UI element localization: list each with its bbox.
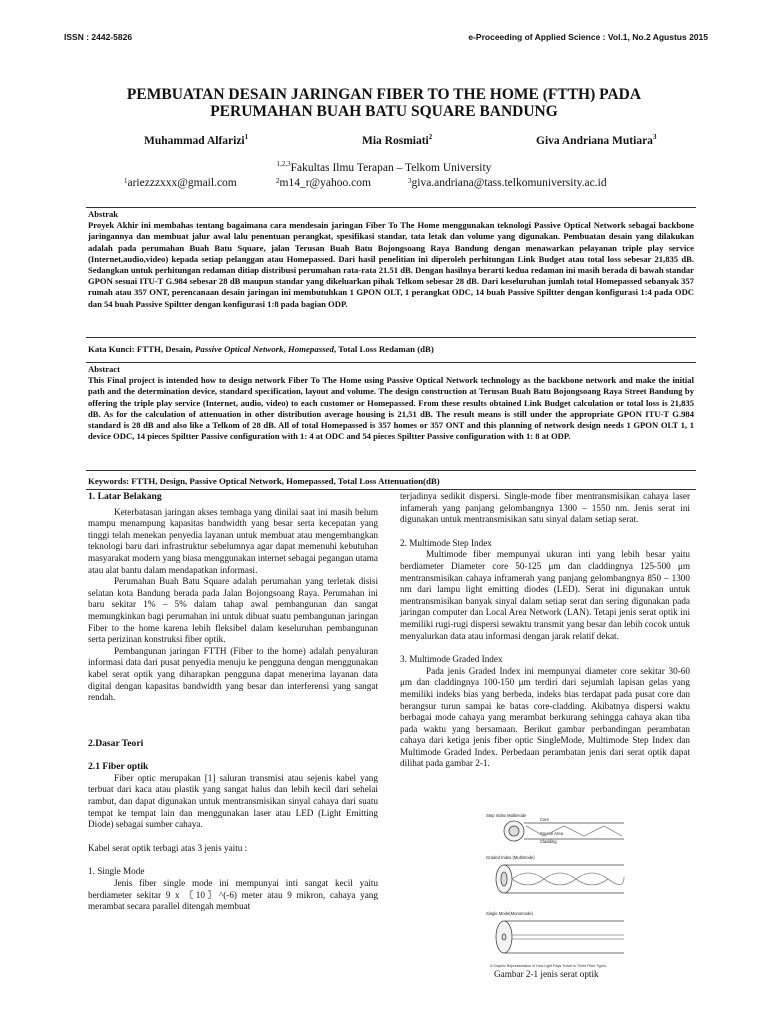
- left-column: [88, 491, 378, 913]
- divider: [86, 207, 696, 208]
- list-heading: 1. Single Mode: [88, 866, 145, 877]
- affiliation: $^{1,2,3}$Fakultas Ilmu Terapan – Telkom University: [276, 160, 492, 174]
- paragraph: Pada jenis Graded Index ini mempunyai diameter core sekitar 30-60 μm dan claddingnya 100-150 μm terdiri dari sejumlah lapisan gelas yang memiliki indeks bias yang berbeda, indeks bias terdapat pada pusat core dan berangsur turun sampai ke batas core-cladding. Akibatnya dispersi waktu berbagai mode cahaya yang merambat berkurang sehingga cahaya akan tiba pada waktu yang bersamaan. Berikut gambar perbandingan perambatan cahaya dari ketiga jenis fiber optic SingleMode, Multimode Step Index dan Multimode Graded Index. Perbedaan perambatan jenis dari serat optik dapat dilihat pada gambar 2-1.: [400, 665, 690, 769]
- svg-text:Source Area: Source Area: [540, 831, 564, 836]
- paragraph: Kabel serat optik terbagi atas 3 jenis yaitu :: [88, 842, 248, 853]
- abstrak-text: Proyek Akhir ini membahas tentang bagaimana cara mendesain jaringan Fiber To The Home menggunakan teknologi Passive Optical Network sebagai backbone jaringannya dan membuat jalur awal lalu penentuan perangkat, spesifikasi standar, tata letak dan volume yang digunakan. Pembuatan desain yang dilakukan adalah pada perumahan Buah Batu Square, jalan Terusan Buah Batu Bojongsoang Raya Bandung dengan menawarkan pelayanan triple play service (Internet,audio,video) kepada setiap pelanggan atau Homepassed. Dari hasil penelitian ini diperoleh perhitungan Link Budget atau total loss sebesar 21,835 dB. Sedangkan untuk perhitungan redaman ditiap distribusi perumahan rata-rata 21.51 dB. Dengan hasilnya berarti kedua redaman ini masih berada di bawah standar GPON sesuai ITU-T G.984 sebesar 28 dB maupun standar yang dikeluarkan pihak Telkom sebesar 28 dB. Dari keseluruhan jumlah total Homepassed sebanyak 357 rumah atau 357 ONT, perencanaan desain jaringan ini membutuhkan 1 GPON OLT, 1 perangkat ODC, 14 buah Passive Spiltter dengan konfigurasi 1:4 pada ODC dan 54 buah Passive Spiltter dengan konfigurasi 1:8 pada bagian ODP.: [88, 220, 694, 309]
- paragraph: Keterbatasan jaringan akses tembaga yang dinilai saat ini masih belum mampu menampung kapasitas bandwidth yang besar serta kecepatan yang tinggi telah menekan penyedia layanan untuk membuat atau mengembangkan teknologi baru dari infrastruktur sebelumnya agar dapat memenuhi kebutuhan masyarakat modern yang biasa menggunakan internet sebagai pegangan utama atau alat bantu dalam mendapatkan informasi.: [88, 506, 378, 575]
- svg-text:Step Index Multimode: Step Index Multimode: [486, 813, 527, 818]
- journal-header: e-Proceeding of Applied Science : Vol.1, No.2 Agustus 2015: [468, 32, 708, 42]
- subsection-heading: 2.1 Fiber optik: [88, 761, 149, 773]
- issn-header: ISSN : 2442-5826: [64, 32, 133, 42]
- divider: [86, 337, 696, 338]
- paragraph: Perumahan Buah Batu Square adalah perumahan yang terletak disisi selatan kota Bandung berada pada Jalan Bojongsoang Raya. Perumahan ini baru sekitar 1% – 5% dalam tahap awal pembangunan dan sangat memungkinkan bagi perumahan ini untuk dibuat suatu pembangunan jaringan Fiber to the home karena lebih fleksibel dalam keseluruhan pembangunan serta perizinan konstruksi fiber optik.: [88, 576, 378, 645]
- paragraph: Fiber optic merupakan [1] saluran transmisi atau sejenis kabel yang terbuat dari kaca atau plastik yang sangat halus dan lebih kecil dari sehelai rambut, dan dapat digunakan untuk mentransmisikan sinyal cahaya dari suatu tempat ke tempat lain dan menggunakan laser atau LED (Light Emitting Diode) sebagai sumber cahaya.: [88, 772, 378, 830]
- svg-text:Single Mode(Monomode): Single Mode(Monomode): [486, 911, 534, 916]
- right-column: [400, 491, 690, 770]
- section-heading: 1. Latar Belakang: [88, 491, 162, 502]
- abstract-block: Abstract This Final project is intended how to design network Fiber To The Home using Passive Optical Network technology as the backbone network and make the initial path and the determination device, standard specification, layout and volume. The design construction at Terusan Buah Batu Bojongsoang Raya Street Bandung by offering the triple play service (Internet, audio, video) to each customer or Homepassed. From these results obtained Link Budget calculation or total loss is 21,835 dB. As for the calculation of attenuation in other distribution average housing is 21,51 dB. The result means is still under the appropriate GPON ITU-T G.984 standard is 28 dB and also like a Telkom of 28 dB. All of total Homepassed is 357 homes or 357 ONT and this planning of network design needs 1 GPON OLT 1, 1 device ODC, 14 pieces Spiltter Passive configuration with 1: 4 at ODC and 54 pieces Spiltter Passive configuration with 1: 8 at ODP.: [88, 364, 694, 442]
- kata-kunci: Kata Kunci: FTTH, Desain, Passive Optical Network, Homepassed, Total Loss Redaman (dB): [88, 344, 434, 354]
- svg-text:A Graphic Representation of Ho: A Graphic Representation of How Light Rays Travel in Three Fiber Types: [490, 964, 606, 968]
- author-1: Muhammad Alfarizi$^1$: [144, 133, 249, 147]
- paragraph: Jenis fiber single mode ini mempunyai inti sangat kecil yaitu berdiameter sekitar 9 x 〖10〗^(-6) meter atau 9 mikron, cahaya yang merambat secara parallel ditengah membuat: [88, 878, 378, 912]
- svg-text:Gambar 2-1 jenis serat optik: Gambar 2-1 jenis serat optik: [494, 969, 599, 979]
- fiber-diagram: [484, 811, 630, 1015]
- paragraph: Pembangunan jaringan FTTH (Fiber to the home) adalah penyaluran informasi data dari pusat penyedia menuju ke pengguna dengan menggunakan kabel serat optik yang diharapkan pengguna dapat menerima layanan data digital dengan kapasitas bandwidth yang besar dan interferensi yang sangat rendah.: [88, 645, 378, 703]
- abstrak-block: Abstrak Proyek Akhir ini membahas tentang bagaimana cara mendesain jaringan Fiber To The Home menggunakan teknologi Passive Optical Network sebagai backbone jaringannya dan membuat jalur awal lalu penentuan perangkat, spesifikasi standar, tata letak dan volume yang digunakan. Pembuatan desain yang dilakukan adalah pada perumahan Buah Batu Square, jalan Terusan Buah Batu Bojongsoang Raya Bandung dengan menawarkan pelayanan triple play service (Internet,audio,video) kepada setiap pelanggan atau Homepassed. Dari hasil penelitian ini diperoleh perhitungan Link Budget atau total loss sebesar 21,835 dB. Sedangkan untuk perhitungan redaman ditiap distribusi perumahan rata-rata 21.51 dB. Dengan hasilnya berarti kedua redaman ini masih berada di bawah standar GPON sesuai ITU-T G.984 sebesar 28 dB maupun standar yang dikeluarkan pihak Telkom sebesar 28 dB. Dari keseluruhan jumlah total Homepassed sebanyak 357 rumah atau 357 ONT, perencanaan desain jaringan ini membutuhkan 1 GPON OLT, 1 perangkat ODC, 14 buah Passive Spiltter dengan konfigurasi 1:4 pada ODC dan 54 buah Passive Spiltter dengan konfigurasi 1:8 pada bagian ODP.: [88, 209, 694, 309]
- section-heading: 2.Dasar Teori: [88, 737, 144, 749]
- author-2: Mia Rosmiati$^2$: [362, 133, 433, 147]
- email-1: $^1$ ariezzzxxx@gmail.com: [124, 177, 237, 189]
- paragraph: Multimode fiber mempunyai ukuran inti yang lebih besar yaitu berdiameter Diameter core 50-125 μm dan claddingnya 125-500 μm mentransmisikan cahaya inframerah yang panjang gelombangnya 850 – 1300 nm dari lampu light emitting diodes (LED). Serat ini digunakan untuk mentransmisikan banyak sinyal dalam setiap serat dan sering digunakan pada jaringan computer dan Local Area Network (LAN). Tetapi jenis serat optik ini memiliki rugi-rugi dispersi sewaktu transmit yang besar dan lebih cocok untuk menyalurkan data atau informasi dengan jarak relatif dekat.: [400, 549, 690, 641]
- svg-text:Core: Core: [540, 817, 550, 822]
- abstract-text: This Final project is intended how to design network Fiber To The Home using Passive Optical Network technology as the backbone network and make the initial path and the determination device, standard specification, layout and volume. The design construction at Terusan Buah Batu Bojongsoang Raya Street Bandung by offering the triple play service (Internet, audio, video) to each customer or Homepassed. From these results obtained Link Budget calculation or total loss is 21,835 dB. As for the calculation of attenuation in other distribution average housing is 21,51 dB. The result means is still under the appropriate GPON ITU-T G.984 standard is 28 dB and also like a Telkom of 28 dB. All of total Homepassed is 357 homes or 357 ONT and this planning of network design needs 1 GPON OLT 1, 1 device ODC, 14 pieces Spiltter Passive configuration with 1: 4 at ODC and 54 pieces Spiltter Passive configuration with 1: 8 at ODP.: [88, 375, 694, 442]
- fiber-types-figure: [484, 811, 630, 1015]
- email-3: $^3$ giva.andriana@tass.telkomuniversity.ac.id: [408, 177, 607, 189]
- author-3: Giva Andriana Mutiara$^3$: [536, 133, 657, 147]
- divider: [86, 489, 696, 490]
- divider: [86, 470, 696, 471]
- list-heading: 2. Multimode Step Index: [400, 537, 492, 548]
- email-2: $^2$ m14_r@yahoo.com: [276, 177, 371, 189]
- list-heading: 3. Multimode Graded Index: [400, 654, 503, 665]
- paper-title: PEMBUATAN DESAIN JARINGAN FIBER TO THE HOME (FTTH) PADA PERUMAHAN BUAH BATU SQUARE BANDUNG: [126, 86, 642, 120]
- svg-text:Graded Index (Multimode): Graded Index (Multimode): [486, 855, 535, 860]
- svg-text:Cladding: Cladding: [540, 839, 557, 844]
- divider: [86, 362, 696, 363]
- paragraph: terjadinya sedikit dispersi. Single-mode fiber mentransmisikan cahaya laser infamerah yang panjang gelombangnya 1300 – 1550 nm. Jenis serat ini digunakan untuk mentransmisikan satu sinyal dalam setiap serat.: [400, 491, 690, 525]
- keywords: Keywords: FTTH, Design, Passive Optical Network, Homepassed, Total Loss Attenuation(dB): [88, 476, 440, 486]
